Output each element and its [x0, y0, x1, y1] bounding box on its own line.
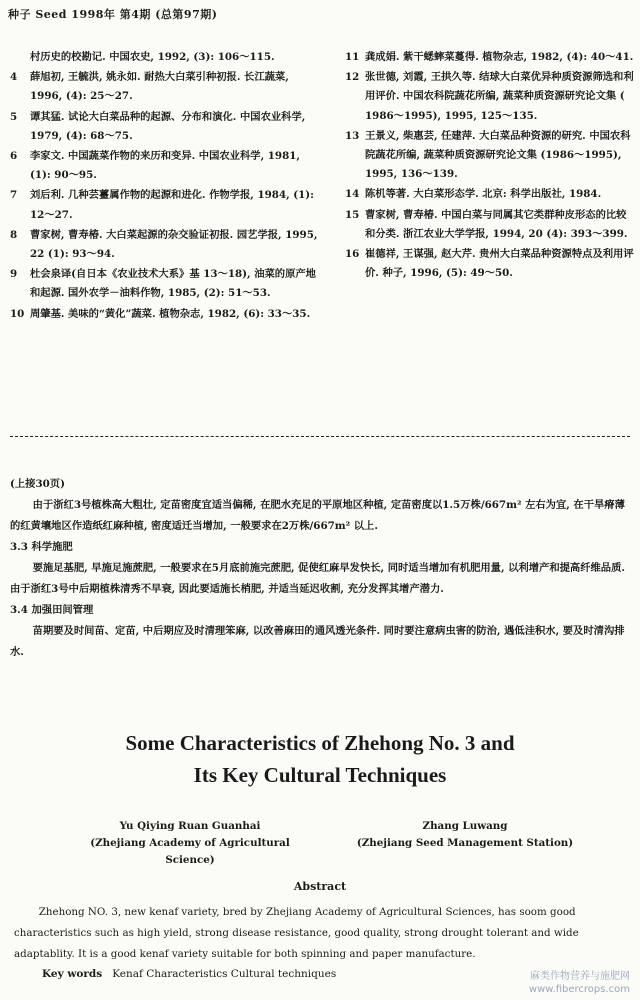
author-block-2	[340, 818, 590, 852]
reference-text: 张世德, 刘霞, 王拱久等. 结球大白菜优异种质资源筛选和利用评价. 中国农科院蔬花所编, 蔬菜种质资源研究论文集 ( 1986～1995), 1995, 125～135.	[365, 71, 634, 122]
reference-item	[0, 147, 318, 185]
reference-item	[335, 68, 635, 126]
reference-number: 5	[10, 110, 18, 123]
abstract-text: Zhehong NO. 3, new kenaf variety, bred by Zhejiang Academy of Agricultural Sciences, has soom good characteristics such as high yield, strong disease resistance, good quality, strong drought tolerant and wide adaptablity. It is a good kenaf variety suitable for both spinning and paper manufacture.	[14, 906, 579, 960]
references-right-column	[335, 48, 635, 284]
reference-number: 13	[345, 129, 360, 142]
watermark-line-1: 麻类作物营养与施肥网	[530, 971, 630, 982]
reference-number: 15	[345, 208, 360, 221]
abstract-body	[14, 902, 626, 965]
reference-item	[0, 68, 318, 106]
reference-text: 杜会泉译(自日本《农业技术大系》基 13～18), 油菜的原产地和起源. 国外农学－油料作物, 1985, (2): 51～53.	[30, 268, 316, 300]
references-left-column	[0, 48, 318, 325]
reference-item	[0, 265, 318, 303]
field-management-paragraph: 苗期要及时间苗、定苗, 中后期应及时清理笨麻, 以改善麻田的通风透光条件. 同时要注意病虫害的防治, 遇低洼积水, 要及时清沟排水.	[10, 625, 625, 658]
reference-item	[0, 305, 318, 324]
reference-text: 刘后利. 几种芸薹属作物的起源和进化. 作物学报, 1984, (1): 12～27.	[30, 189, 314, 221]
reference-text: 李家文. 中国蔬菜作物的来历和变异. 中国农业科学, 1981, (1): 90～95.	[30, 150, 300, 182]
author-names-1: Yu Qiying Ruan Guanhai	[119, 820, 261, 832]
english-title-line-2: Its Key Cultural Techniques	[193, 763, 447, 787]
abstract-heading: Abstract	[293, 880, 347, 893]
density-paragraph: 由于浙红3号植株高大粗壮, 定苗密度宜适当偏稀, 在肥水充足的平原地区种植, 定苗密度以1.5万株/667m² 左右为宜, 在干旱瘠薄的红黄壤地区作造纸红麻种植, 密度适迁当增加, 一般要求在2万株/667m² 以上.	[10, 499, 625, 532]
reference-item	[0, 48, 318, 67]
english-title-line-1: Some Characteristics of Zhehong No. 3 and	[125, 731, 515, 755]
keywords-values: Kenaf Characteristics Cultural techniques	[112, 968, 337, 980]
reference-number: 11	[345, 51, 360, 63]
reference-number: 6	[10, 150, 18, 163]
reference-item	[335, 127, 635, 185]
reference-text: 龚成娟. 紫干蟋蟀菜蔓得. 植物杂志, 1982, (4): 40～41.	[365, 51, 634, 63]
reference-text: 崔德祥, 王谋强, 赵大芹. 贵州大白菜品种资源特点及利用评价. 种子, 1996, (5): 49～50.	[365, 248, 634, 280]
reference-item	[335, 245, 635, 283]
reference-number: 10	[10, 307, 25, 320]
reference-text: 薛旭初, 王毓洪, 姚永如. 耐热大白菜引种初报. 长江蔬菜, 1996, (4): 25～27.	[30, 71, 289, 103]
continued-from-label: (上接30页)	[10, 478, 65, 490]
reference-number: 14	[345, 188, 360, 201]
reference-item	[0, 108, 318, 146]
reference-number: 12	[345, 71, 360, 84]
reference-item	[335, 206, 635, 244]
reference-number: 16	[345, 248, 360, 261]
reference-text: 王景义, 柴惠芸, 任建萍. 大白菜品种资源的研究. 中国农科院蔬花所编, 蔬菜种质资源研究论文集 (1986～1995), 1995, 136～139.	[365, 129, 631, 181]
reference-text: 曹家树, 曹寿椿. 大白菜起源的杂交验证初报. 园艺学报, 1995, 22 (1): 93～94.	[30, 228, 318, 261]
author-org-2: (Zhejiang Seed Management Station)	[356, 837, 574, 849]
reference-item	[0, 186, 318, 224]
reference-item	[335, 185, 635, 204]
reference-text: 陈机等著. 大白菜形态学. 北京: 科学出版社, 1984.	[365, 188, 602, 201]
author-block-1	[70, 818, 310, 869]
reference-text: 周肇基. 美味的“黄化”蔬菜. 植物杂志, 1982, (6): 33～35.	[30, 307, 311, 320]
keywords-label: Key words	[42, 968, 103, 980]
fertilization-paragraph: 要施足基肥, 早施足施蔗肥, 一般要求在5月底前施完蔗肥, 促使红麻早发快长, 同时适当增加有机肥用量, 以利增产和提高纤维品质. 由于浙红3号中后期植株清秀不早衰, 因此要适施长梢肥, 并适当延迟收割, 充分发挥其增产潜力.	[10, 562, 625, 595]
watermark-line-2: www.fibercrops.com	[528, 984, 630, 995]
reference-text: 曹家树, 曹寿椿. 中国白菜与同属其它类群种皮形态的比较和分类. 浙江农业大学学报, 1994, 20 (4): 393～399.	[365, 208, 628, 240]
reference-number: 9	[10, 268, 18, 281]
reference-number	[0, 48, 30, 67]
reference-text: 村历史的校勘记. 中国农史, 1992, (3): 106～115.	[30, 51, 275, 63]
journal-header: 种子 Seed 1998年 第4期 (总第97期)	[8, 8, 218, 21]
section-divider	[10, 436, 630, 437]
section-3-3-heading: 3.3 科学施肥	[10, 541, 73, 553]
reference-item	[335, 48, 635, 67]
site-watermark	[529, 970, 630, 996]
author-names-2: Zhang Luwang	[422, 820, 508, 832]
reference-number: 4	[10, 71, 18, 84]
reference-item	[0, 226, 318, 264]
continued-section	[10, 474, 630, 663]
section-3-4-heading: 3.4 加强田间管理	[10, 604, 94, 616]
reference-number: 7	[10, 189, 18, 202]
reference-text: 谭其猛. 试论大白菜品种的起源、分布和演化. 中国农业科学, 1979, (4): 68～75.	[30, 110, 306, 142]
author-org-1: (Zhejiang Academy of Agricultural Science)	[90, 837, 290, 866]
reference-number: 8	[10, 228, 18, 241]
keywords-line	[42, 968, 336, 980]
